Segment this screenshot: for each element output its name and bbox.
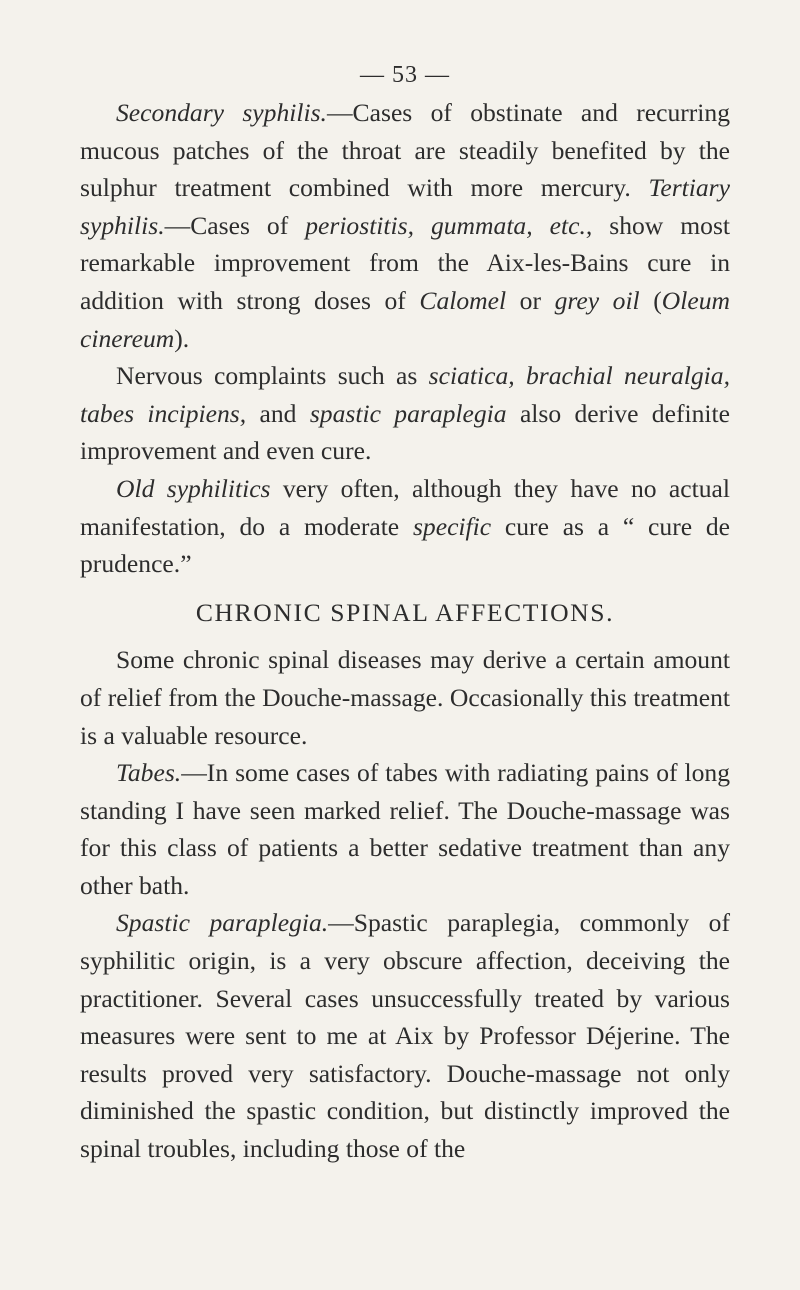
paragraph-old-syphilitics [80, 470, 730, 583]
paragraph-text: ). [174, 323, 190, 353]
italic-term: specific [412, 511, 492, 541]
paragraph-text: and [246, 398, 310, 428]
italic-term: Tabes. [116, 758, 182, 788]
italic-term: Spastic paraplegia. [116, 908, 329, 938]
italic-term: sciatica, brachial neuralgia, tabes incipiens, [80, 361, 730, 428]
italic-term: Oleum cinereum [80, 285, 730, 353]
paragraph-text: —Cases of [164, 210, 306, 240]
paragraph-chronic-spinal-intro [80, 641, 730, 754]
book-page [80, 0, 730, 1168]
paragraph-text: —Cases of obstinate and recurring mucous patches of the throat are steadily benefited by the sulphur treatment combined with more mercury. [80, 98, 730, 203]
italic-term: Old syphilitics [116, 473, 271, 503]
paragraph-text: —Spastic paraplegia, commonly of syphilitic origin, is a very obscure affection, deceiving the practitioner. Several cases unsuccessfully treated by various measures were sent to me at Aix by Professor Déjerine. The results proved very satisfactory. Douche-massage not only diminished the spastic condition, but distinctly improved the spinal troubles, including those of the [80, 908, 730, 1164]
paragraph-nervous-complaints [80, 357, 730, 470]
paragraph-text: Some chronic spinal diseases may derive a certain amount of relief from the Douche-massage. Occasionally this treatment is a valuable resource. [80, 645, 730, 750]
paragraph-text: show most remarkable improvement from the Aix-les-Bains cure in addition with strong doses of [80, 210, 731, 315]
section-heading: CHRONIC SPINAL AFFECTIONS. [195, 597, 615, 627]
italic-term: Calomel [419, 285, 507, 315]
paragraph-text: Nervous complaints such as [116, 361, 429, 391]
paragraph-spastic-paraplegia [80, 904, 730, 1167]
paragraph-text: —In some cases of tabes with radiating pains of long standing I have seen marked relief. The Douche-massage was for this class of patients a better sedative treatment than any other bath. [80, 758, 730, 900]
italic-term: periostitis, gummata, etc., [305, 210, 593, 240]
italic-term: spastic paraplegia [309, 398, 507, 428]
paragraph-text: ( [639, 285, 662, 315]
paragraph-tabes [80, 754, 730, 904]
paragraph-text: or [506, 285, 555, 315]
paragraph-text: cure as a “ cure de prudence.” [80, 511, 731, 579]
paragraph-text: very often, although they have no actual manifestation, do a moderate [80, 473, 731, 541]
paragraph-text: also derive definite improvement and even cure. [80, 398, 730, 466]
italic-term: grey oil [554, 285, 640, 315]
paragraph-secondary-syphilis [80, 94, 730, 357]
italic-term: Tertiary syphilis. [80, 173, 730, 240]
page-number: — 53 — [360, 62, 450, 88]
italic-term: Secondary syphilis. [116, 98, 327, 127]
